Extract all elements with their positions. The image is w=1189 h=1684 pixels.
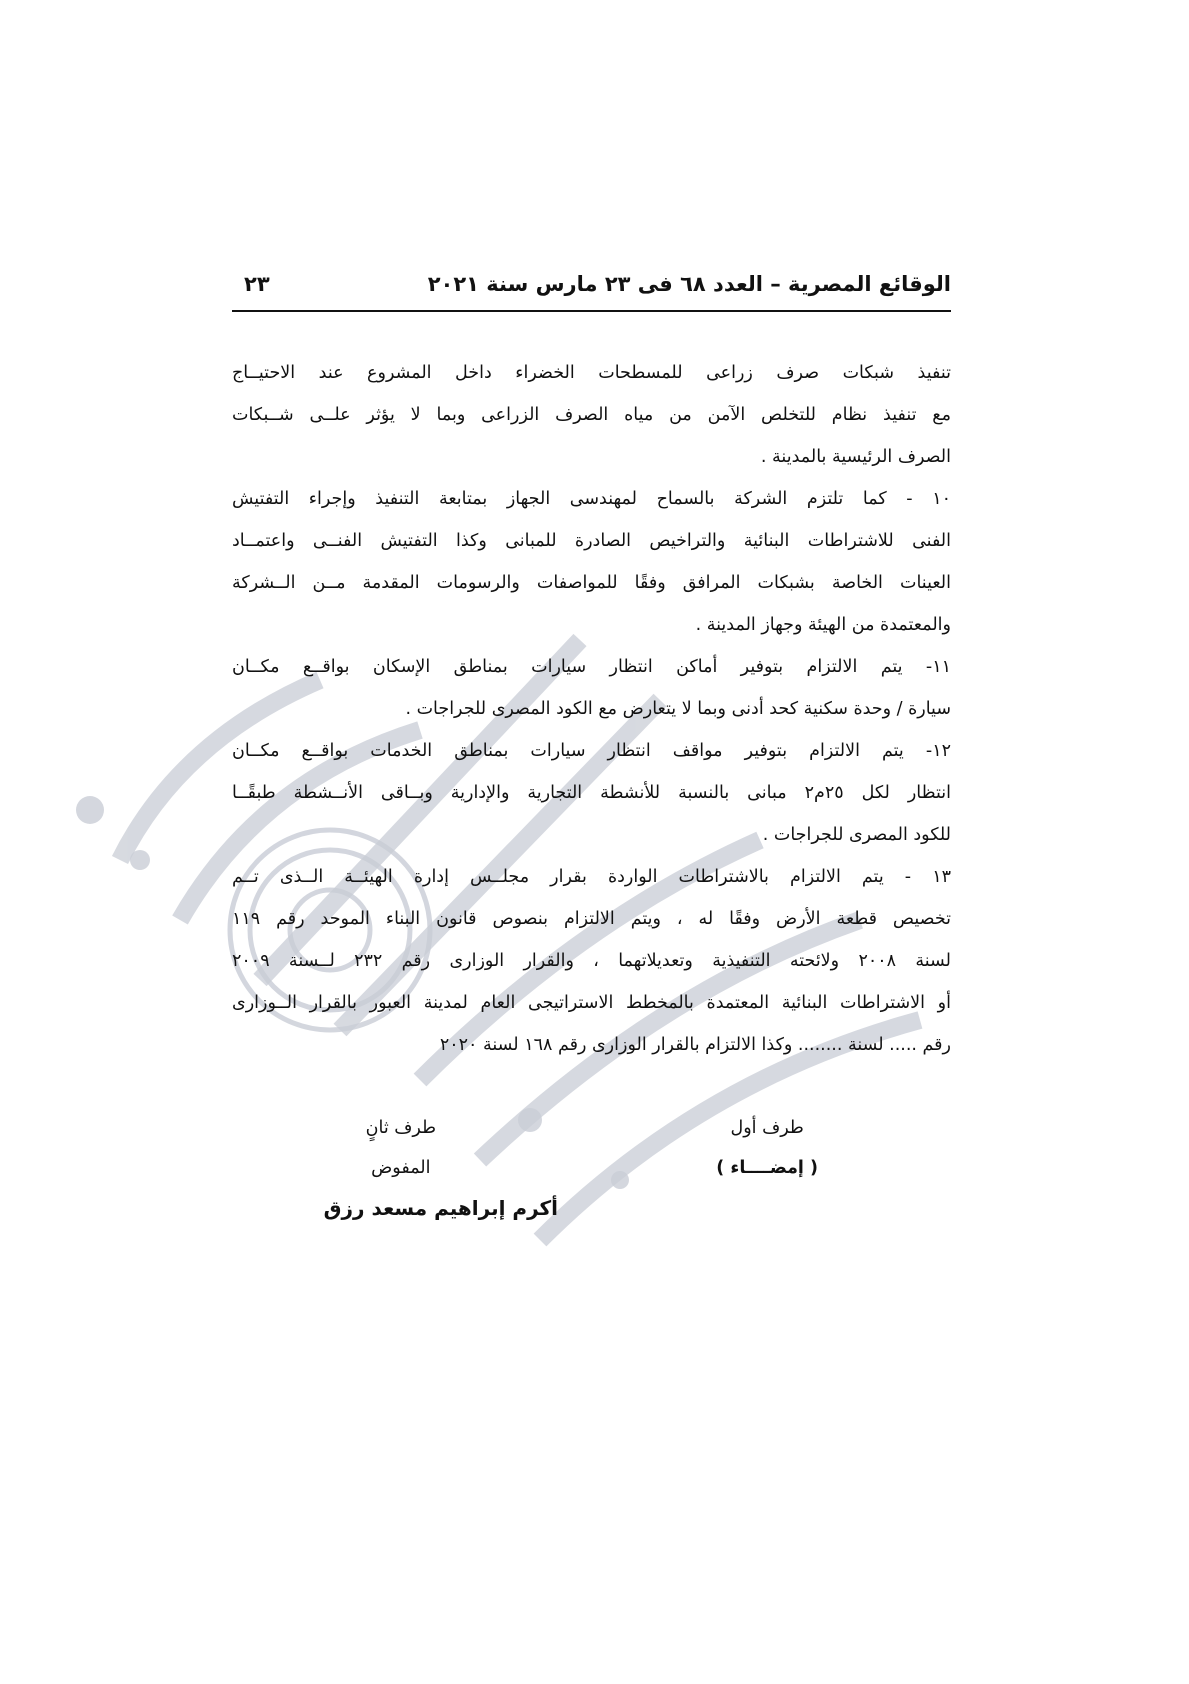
gazette-title: الوقائع المصرية – العدد ٦٨ فى ٢٣ مارس سنة ٢٠٢١: [427, 272, 951, 296]
body-line: الفنى للاشتراطات البنائية والتراخيص الصادرة للمبانى وكذا التفتيش الفنــى واعتمــاد: [232, 531, 951, 551]
body-line: الصرف الرئيسية بالمدينة .: [760, 447, 951, 467]
body-line: ١٢- يتم الالتزام بتوفير مواقف انتظار سيارات بمناطق الخدمات بواقــع مكــان: [232, 741, 951, 761]
second-party-label: طرف ثانٍ: [365, 1118, 436, 1138]
body-line: ١٣ - يتم الالتزام بالاشتراطات الواردة بقرار مجلــس إدارة الهيئــة الــذى تــم: [232, 867, 951, 887]
first-party-sign: ( إمضــــاء ): [716, 1158, 818, 1178]
body-line: والمعتمدة من الهيئة وجهاز المدينة .: [695, 615, 951, 635]
page-header: [232, 268, 951, 312]
body-line: تخصيص قطعة الأرض وفقًا له ، ويتم الالتزام بنصوص قانون البناء الموحد رقم ١١٩: [232, 909, 951, 929]
second-party-role: المفوض: [371, 1158, 431, 1178]
body-line: ١١- يتم الالتزام بتوفير أماكن انتظار سيارات بمناطق الإسكان بواقــع مكــان: [232, 657, 951, 677]
first-party-label: طرف أول: [730, 1118, 804, 1138]
body-line: تنفيذ شبكات صرف زراعى للمسطحات الخضراء داخل المشروع عند الاحتيــاج: [232, 363, 951, 383]
body-line: للكود المصرى للجراجات .: [762, 825, 951, 845]
body-line: انتظار لكل ٢٥م٢ مبانى بالنسبة للأنشطة التجارية والإدارية وبــاقى الأنــشطة طبقًــا: [232, 783, 952, 803]
body-line: سيارة / وحدة سكنية كحد أدنى وبما لا يتعارض مع الكود المصرى للجراجات .: [405, 699, 951, 719]
body-line: أو الاشتراطات البنائية المعتمدة بالمخطط الاستراتيجى العام لمدينة العبور بالقرار الــوزارى: [232, 993, 951, 1013]
body-line: العينات الخاصة بشبكات المرافق وفقًا للمواصفات والرسومات المقدمة مــن الــشركة: [232, 573, 951, 593]
second-party-signature: [323, 1108, 558, 1228]
signature-block: [232, 1108, 951, 1248]
body-line: رقم ..... لسنة ........ وكذا الالتزام بالقرار الوزارى رقم ١٦٨ لسنة ٢٠٢٠: [439, 1035, 951, 1055]
page-number: ٢٣: [244, 272, 270, 296]
document-body: [232, 352, 951, 1066]
body-line: ١٠ - كما تلتزم الشركة بالسماح لمهندسى الجهاز بمتابعة التنفيذ وإجراء التفتيش: [232, 489, 951, 509]
body-line: لسنة ٢٠٠٨ ولائحته التنفيذية وتعديلاتهما ، والقرار الوزارى رقم ٢٣٢ لــسنة ٢٠٠٩: [232, 951, 951, 971]
second-party-name: أكرم إبراهيم مسعد رزق: [323, 1196, 558, 1220]
first-party-signature: [716, 1108, 818, 1188]
body-line: مع تنفيذ نظام للتخلص الآمن من مياه الصرف الزراعى وبما لا يؤثر علــى شــبكات: [232, 405, 951, 425]
